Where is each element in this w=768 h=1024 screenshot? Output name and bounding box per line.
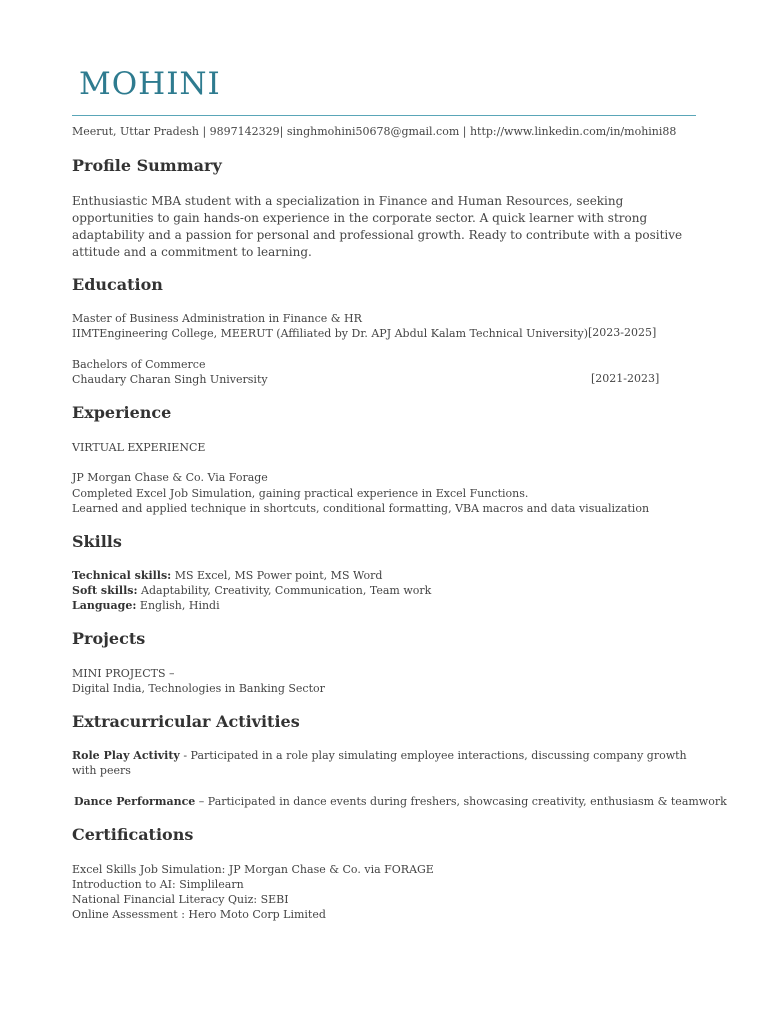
skills-technical-label: Technical skills:	[72, 569, 172, 582]
experience-line-2: Learned and applied technique in shortcuts, conditional formatting, VBA macros and data visualization	[72, 502, 650, 515]
profile-summary-heading: Profile Summary	[72, 156, 222, 175]
education-heading: Education	[72, 275, 163, 294]
skills-soft-value: Adaptability, Creativity, Communication, Team work	[137, 584, 432, 597]
extracurricular-item-1	[72, 748, 690, 778]
extracurricular-label-2: Dance Performance	[74, 795, 196, 808]
education-institution-1: IIMTEngineering College, MEERUT (Affiliated by Dr. APJ Abdul Kalam Technical University)	[72, 327, 589, 340]
projects-title: MINI PROJECTS –	[72, 667, 175, 680]
skills-heading: Skills	[72, 532, 122, 551]
experience-company: JP Morgan Chase & Co. Via Forage	[72, 471, 268, 484]
experience-line-1: Completed Excel Job Simulation, gaining practical experience in Excel Functions.	[72, 487, 529, 500]
skills-technical-value: MS Excel, MS Power point, MS Word	[171, 569, 383, 582]
certification-item-2: Introduction to AI: Simplilearn	[72, 878, 244, 891]
extracurricular-item-2	[74, 794, 727, 809]
extracurricular-heading: Extracurricular Activities	[72, 712, 300, 731]
skills-language	[72, 598, 220, 613]
extracurricular-text-1: - Participated in a role play simulating employee interactions, discussing company growth with peers	[72, 749, 687, 777]
education-institution-2: Chaudary Charan Singh University	[72, 373, 268, 386]
education-years-1: [2023-2025]	[588, 326, 657, 339]
contact-line: Meerut, Uttar Pradesh | 9897142329| singhmohini50678@gmail.com | http://www.linkedin.com/in/mohini88	[72, 125, 677, 138]
skills-soft-label: Soft skills:	[72, 584, 138, 597]
education-degree-2: Bachelors of Commerce	[72, 358, 206, 371]
candidate-name: MOHINI	[79, 66, 221, 102]
certifications-heading: Certifications	[72, 825, 194, 844]
experience-type: VIRTUAL EXPERIENCE	[72, 441, 206, 454]
skills-language-label: Language:	[72, 599, 137, 612]
projects-heading: Projects	[72, 629, 146, 648]
experience-heading: Experience	[72, 403, 172, 422]
profile-summary-text: Enthusiastic MBA student with a specialization in Finance and Human Resources, seeking opportunities to gain hands-on experience in the corporate sector. A quick learner with strong adaptability and a passion for personal and professional growth. Ready to contribute with a positive attitude and a commitment to learning.	[72, 194, 683, 259]
skills-language-value: English, Hindi	[136, 599, 220, 612]
education-degree-1: Master of Business Administration in Finance & HR	[72, 312, 362, 325]
certification-item-3: National Financial Literacy Quiz: SEBI	[72, 893, 289, 906]
skills-technical	[72, 568, 382, 583]
extracurricular-label-1: Role Play Activity	[72, 749, 180, 762]
extracurricular-text-2: – Participated in dance events during freshers, showcasing creativity, enthusiasm & teamwork	[195, 795, 727, 808]
certification-item-4: Online Assessment : Hero Moto Corp Limited	[72, 908, 326, 921]
header-divider	[72, 115, 696, 116]
projects-text: Digital India, Technologies in Banking Sector	[72, 682, 325, 695]
education-years-2: [2021-2023]	[591, 372, 660, 385]
certification-item-1: Excel Skills Job Simulation: JP Morgan Chase & Co. via FORAGE	[72, 863, 434, 876]
skills-soft	[72, 583, 431, 598]
